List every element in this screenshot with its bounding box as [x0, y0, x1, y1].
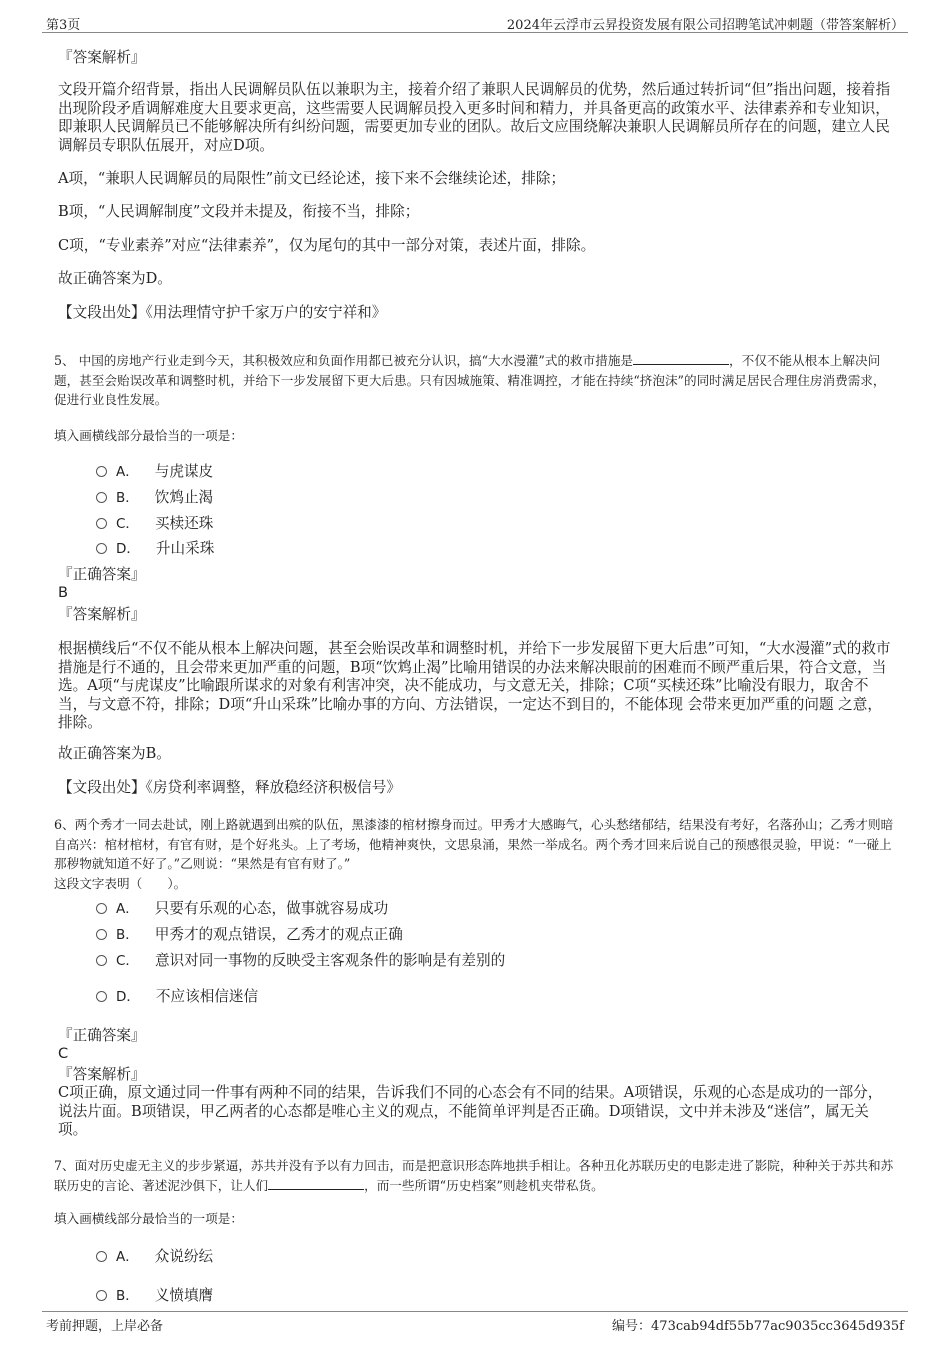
radio-icon[interactable]: [96, 929, 107, 940]
page-footer: [42, 1311, 908, 1334]
document-title: 2024年云浮市云昇投资发展有限公司招聘笔试冲刺题（带答案解析）: [506, 18, 904, 33]
q4-analysis-label: 『答案解析』: [58, 49, 146, 66]
q6-option-c[interactable]: C． 意识对同一事物的反映受主客观条件的影响是有差别的: [96, 949, 505, 969]
q5-option-b[interactable]: B． 饮鸩止渴: [96, 486, 213, 506]
q6-answer-label: 『正确答案』: [58, 1027, 146, 1044]
q4-analysis-text: 文段开篇介绍背景，指出人民调解员队伍以兼职为主，接着介绍了兼职人民调解员的优势，然后通过转折词“但”指出问题，接着指出现阶段矛盾调解难度大且要求更高，这些需要人民调解员投入更多时间和精力，并具备更高的政策水平、法律素养和专业知识，即兼职人民调解员已不能够解决所有纠纷问题，需要更加专业的团队。故后文应围绕解决兼职人民调解员所存在的问题，建立人民调解员专职队伍展开，对应D项。: [58, 81, 891, 154]
q5-prompt: 填入画横线部分最恰当的一项是：: [54, 428, 243, 443]
document-id: 编号：473cab94df55b77ac9035cc3645d935f: [612, 1319, 904, 1334]
q7-stem: [54, 1156, 896, 1195]
q7-prompt: 填入画横线部分最恰当的一项是：: [54, 1211, 243, 1226]
q4-note-b: B项，“人民调解制度”文段并未提及，衔接不当，排除；: [58, 203, 420, 220]
q7-stem-before: 7、面对历史虚无主义的步步紧逼，苏共并没有予以有力回击，而是把意识形态阵地拱手相让。各种丑化苏联历史的电影走进了影院，种种关于苏共和苏联历史的言论、著述泥沙俱下，让人们: [54, 1158, 894, 1193]
radio-icon[interactable]: [96, 1290, 107, 1301]
q5-option-c[interactable]: C． 买椟还珠: [96, 512, 213, 532]
q5-stem-after: ，不仅不能从根本上解决问题，甚至会贻误改革和调整时机，并给下一步发展留下更大后患。只有因城施策、精准调控，才能在持续“挤泡沫”的同时满足居民合理住房消费需求，促进行业良性发展。: [54, 353, 886, 407]
q7-blank: [268, 1177, 364, 1190]
q6-analysis-label: 『答案解析』: [58, 1066, 146, 1083]
q6-option-a[interactable]: A． 只要有乐观的心态，做事就容易成功: [96, 897, 388, 917]
q7-option-b[interactable]: B． 义愤填膺: [96, 1284, 213, 1304]
radio-icon[interactable]: [96, 1251, 107, 1262]
q4-conclusion: 故正确答案为D。: [58, 270, 172, 287]
q6-option-d[interactable]: D． 不应该相信迷信: [96, 985, 258, 1005]
q6-option-b[interactable]: B． 甲秀才的观点错误，乙秀才的观点正确: [96, 923, 403, 943]
q5-answer: B: [58, 584, 69, 601]
q5-conclusion: 故正确答案为B。: [58, 745, 171, 762]
q4-note-c: C项，“专业素养”对应“法律素养”，仅为尾句的其中一部分对策，表述片面，排除。: [58, 237, 596, 254]
q7-stem-after: ，而一些所谓“历史档案”则趁机夹带私货。: [364, 1177, 604, 1193]
radio-icon[interactable]: [96, 492, 107, 503]
q6-stem: 6、两个秀才一同去赴试，刚上路就遇到出殡的队伍，黑漆漆的棺材擦身而过。甲秀才大感晦气，心头愁绪郁结，结果没有考好，名落孙山；乙秀才则暗自高兴：棺材棺材，有官有财，是个好兆头。上了考场，他精神爽快，文思泉涌，果然一举成名。两个秀才回来后说自己的预感很灵验，甲说：“一碰上那秽物就知道不好了。”乙则说：“果然是有官有财了。”: [54, 817, 894, 871]
q5-option-d[interactable]: D． 升山采珠: [96, 537, 214, 557]
q5-source: 【文段出处】《房贷利率调整，释放稳经济积极信号》: [58, 779, 401, 796]
radio-icon[interactable]: [96, 518, 107, 529]
radio-icon[interactable]: [96, 543, 107, 554]
q6-answer: C: [58, 1045, 69, 1062]
q4-source: 【文段出处】《用法理情守护千家万户的安宁祥和》: [58, 304, 387, 321]
q5-blank: [633, 352, 729, 365]
q5-analysis-label: 『答案解析』: [58, 606, 146, 623]
radio-icon[interactable]: [96, 955, 107, 966]
q6-prompt: 这段文字表明（ ）。: [54, 876, 187, 891]
q7-option-a[interactable]: A． 众说纷纭: [96, 1245, 213, 1265]
radio-icon[interactable]: [96, 903, 107, 914]
radio-icon[interactable]: [96, 991, 107, 1002]
q5-stem-before: 5、 中国的房地产行业走到今天，其积极效应和负面作用都已被充分认识，搞“大水漫灌”式的救市措施是: [54, 353, 634, 368]
radio-icon[interactable]: [96, 466, 107, 477]
q5-stem: [54, 351, 896, 410]
page-header: [42, 12, 908, 33]
q4-note-a: A项，“兼职人民调解员的局限性”前文已经论述，接下来不会继续论述，排除；: [58, 170, 566, 187]
page-number: 第3页: [46, 18, 81, 33]
q5-option-a[interactable]: A． 与虎谋皮: [96, 460, 213, 480]
q6-analysis-text: C项正确，原文通过同一件事有两种不同的结果，告诉我们不同的心态会有不同的结果。A项错误，乐观的心态是成功的一部分，说法片面。B项错误，甲乙两者的心态都是唯心主义的观点，不能简单评判是否正确。D项错误，文中并未涉及“迷信”，属无关项。: [58, 1084, 883, 1138]
footer-slogan: 考前押题，上岸必备: [46, 1319, 164, 1334]
q5-analysis-text: 根据横线后“不仅不能从根本上解决问题，甚至会贻误改革和调整时机，并给下一步发展留下更大后患”可知，“大水漫灌”式的救市措施是行不通的，且会带来更加严重的问题，B项“饮鸩止渴”比喻用错误的办法来解决眼前的困难而不顾严重后果，符合文意，当选。A项“与虎谋皮”比喻跟所谋求的对象有利害冲突，决不能成功，与文意无关，排除；C项“买椟还珠”比喻没有眼力，取舍不当，与文意不符，排除；D项“升山采珠”比喻办事的方向、方法错误，一定达不到目的，不能体现 会带来更加严重的问题 之意，排除。: [58, 640, 891, 731]
q5-answer-label: 『正确答案』: [58, 566, 146, 583]
